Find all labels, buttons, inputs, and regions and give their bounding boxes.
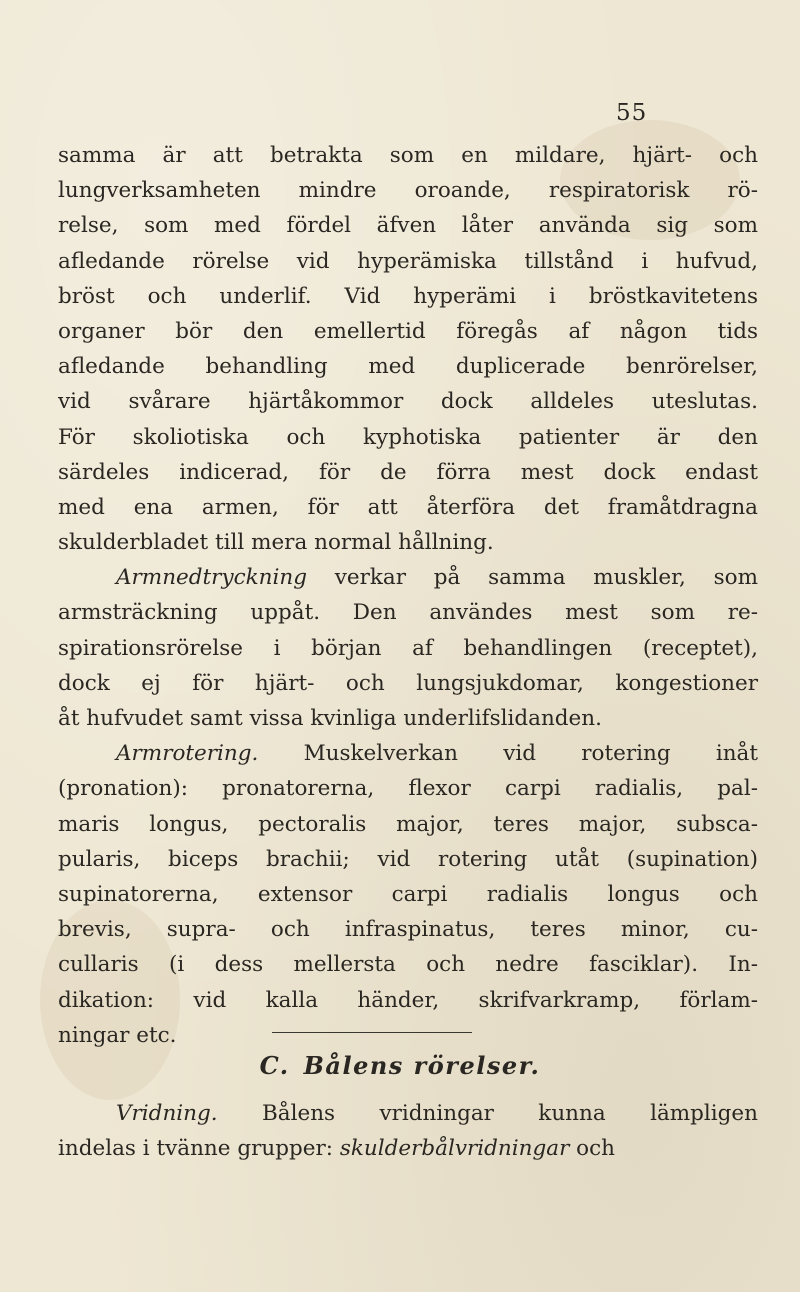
italic-term: Vridning. [116,1101,218,1126]
page-number: 55 [616,100,648,126]
text-line: relse, som med fördel äfven låter använda sig som [58,213,758,239]
text-line: dikation: vid kalla händer, skrifvarkramp, förlam- [58,987,758,1013]
text-line: spirationsrörelse i början af behandlingen (receptet), [58,635,758,661]
text-line: pularis, biceps brachii; vid rotering utåt (supination) [58,846,758,872]
text-line: samma är att betrakta som en mildare, hjärt- och [58,143,758,168]
text-line: supinatorerna, extensor carpi radialis longus och [58,881,758,907]
text-line: vid svårare hjärtåkommor dock alldeles uteslutas. [58,389,758,415]
text-line: För skoliotiska och kyphotiska patienter är den [58,424,758,450]
italic-term: Armrotering. [116,741,259,767]
text-line: särdeles indicerad, för de förra mest dock endast [58,459,758,485]
section-heading [0,1051,800,1080]
text-line: cullaris (i dess mellersta och nedre fasciklar). In- [58,952,758,978]
text-line: dock ej för hjärt- och lungsjukdomar, kongestioner [58,670,758,696]
paragraph-first-line [58,560,758,595]
paragraph-first-line [58,1096,758,1131]
italic-term: skulderbålvridningar [339,1136,570,1162]
text-line: organer bör den emellertid föregås af någon tids [58,318,758,344]
text-line: afledande rörelse vid hyperämiska tillstånd i hufvud, [58,248,758,274]
text-line [58,1131,758,1166]
section-letter: C. [259,1051,290,1080]
text-line: afledande behandling med duplicerade benrörelser, [58,354,758,380]
text-line: lungverksamheten mindre oroande, respiratorisk rö- [58,178,758,204]
text-line: brevis, supra- och infraspinatus, teres minor, cu- [58,917,758,943]
italic-term: Armnedtryckning [116,565,307,591]
text-run: indelas i tvänne grupper: [58,1136,340,1162]
text-run: och [569,1136,616,1162]
text-line: ningar etc. [58,1022,177,1048]
text-line: bröst och underlif. Vid hyperämi i bröstkavitetens [58,283,758,309]
text-run: verkar på samma muskler, som [307,565,758,591]
body-text [58,138,758,1053]
body-text-continued [58,1096,758,1166]
section-divider [272,1032,472,1033]
text-run: Muskelverkan vid rotering inåt [258,741,758,767]
text-line: åt hufvudet samt vissa kvinliga underlifslidanden. [58,706,602,731]
paragraph-first-line [58,736,758,771]
text-line: maris longus, pectoralis major, teres major, subsca- [58,811,758,837]
text-line: armsträckning uppåt. Den användes mest som re- [58,600,758,626]
section-title: Bålens rörelser. [303,1051,541,1080]
text-run: Bålens vridningar kunna lämpligen [217,1101,758,1126]
text-line: skulderbladet till mera normal hållning. [58,530,494,556]
text-line: med ena armen, för att återföra det framåtdragna [58,494,758,520]
text-line: (pronation): pronatorerna, flexor carpi radialis, pal- [58,776,758,802]
